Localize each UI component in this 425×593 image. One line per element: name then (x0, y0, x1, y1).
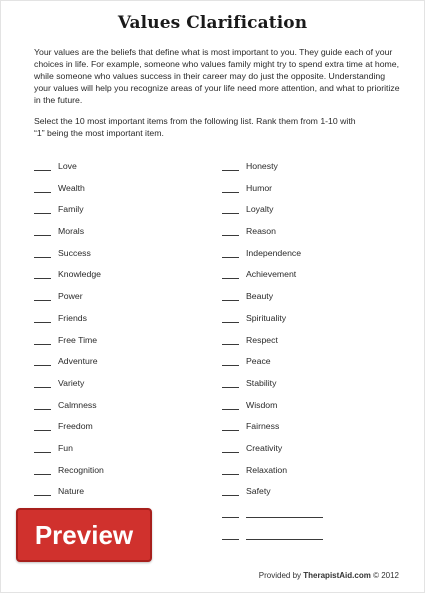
rank-blank[interactable] (222, 452, 239, 453)
value-label: Freedom (58, 421, 93, 432)
value-label: Stability (246, 377, 277, 388)
value-label: Achievement (246, 269, 297, 280)
footer-credit (259, 571, 399, 580)
rank-blank[interactable] (34, 170, 51, 171)
rank-blank[interactable] (34, 322, 51, 323)
rank-blank[interactable] (222, 517, 239, 518)
rank-blank[interactable] (222, 365, 239, 366)
rank-blank[interactable] (222, 474, 239, 475)
value-label: Success (58, 247, 91, 258)
footer-prefix: Provided by (258, 571, 302, 580)
value-label: Safety (246, 486, 271, 497)
instructions-paragraph: Select the 10 most important items from the following list. Rank them from 1-10 with “1” being the most important item. (34, 116, 356, 138)
rank-blank[interactable] (34, 257, 51, 258)
worksheet-title: Values Clarification (117, 13, 308, 33)
rank-blank[interactable] (222, 387, 239, 388)
value-label: Independence (246, 247, 302, 258)
rank-blank[interactable] (222, 430, 239, 431)
value-label: Spirituality (246, 312, 287, 323)
rank-blank[interactable] (34, 495, 51, 496)
rank-blank[interactable] (222, 257, 239, 258)
value-label: Relaxation (246, 464, 288, 475)
value-label: Peace (246, 356, 271, 367)
value-label: Knowledge (58, 269, 101, 280)
value-label: Variety (58, 377, 85, 388)
value-label: Morals (58, 226, 85, 237)
rank-blank[interactable] (34, 474, 51, 475)
value-label: Honesty (246, 161, 278, 171)
rank-blank[interactable] (34, 365, 51, 366)
footer-brand[interactable]: TherapistAid.com (303, 571, 371, 580)
rank-blank[interactable] (34, 409, 51, 410)
rank-blank[interactable] (222, 344, 239, 345)
preview-button[interactable]: Preview (16, 508, 152, 562)
value-label: Calmness (58, 399, 97, 410)
value-label: Wisdom (246, 399, 278, 410)
rank-blank[interactable] (34, 344, 51, 345)
value-label: Wealth (58, 182, 85, 193)
intro-paragraph: Your values are the beliefs that define what is most important to you. They guide each of your choices in life. For example, someone who values family might try to spend extra time at home, while someone who values success in their career may do just the opposite. Understanding your values will help you recognize areas of your life need more attention, and what to prioritize in the future. (34, 47, 400, 105)
rank-blank[interactable] (222, 278, 239, 279)
rank-blank[interactable] (34, 192, 51, 193)
rank-blank[interactable] (34, 430, 51, 431)
rank-blank[interactable] (222, 495, 239, 496)
value-label: Creativity (246, 442, 283, 453)
custom-value-line[interactable] (246, 517, 323, 518)
rank-blank[interactable] (222, 322, 239, 323)
value-label: Respect (246, 334, 278, 345)
footer-copyright: © 2012 (373, 571, 399, 580)
value-label: Free Time (58, 334, 98, 345)
rank-blank[interactable] (222, 539, 239, 540)
value-label: Fairness (246, 421, 280, 432)
rank-blank[interactable] (34, 452, 51, 453)
rank-blank[interactable] (34, 278, 51, 279)
custom-value-line[interactable] (246, 539, 323, 540)
rank-blank[interactable] (222, 300, 239, 301)
value-label: Adventure (58, 356, 98, 367)
rank-blank[interactable] (222, 235, 239, 236)
value-label: Fun (58, 442, 73, 453)
rank-blank[interactable] (34, 300, 51, 301)
rank-blank[interactable] (222, 170, 239, 171)
rank-blank[interactable] (34, 235, 51, 236)
rank-blank[interactable] (222, 192, 239, 193)
value-label: Recognition (58, 464, 104, 475)
value-label: Power (58, 291, 83, 302)
rank-blank[interactable] (34, 213, 51, 214)
value-label: Nature (58, 486, 85, 497)
value-label: Beauty (246, 291, 274, 302)
value-label: Love (58, 161, 77, 171)
value-label: Reason (246, 226, 276, 237)
value-label: Friends (58, 312, 87, 323)
rank-blank[interactable] (34, 387, 51, 388)
value-label: Humor (246, 182, 273, 193)
rank-blank[interactable] (222, 409, 239, 410)
value-label: Loyalty (246, 204, 274, 215)
value-label: Family (58, 204, 84, 215)
rank-blank[interactable] (222, 213, 239, 214)
